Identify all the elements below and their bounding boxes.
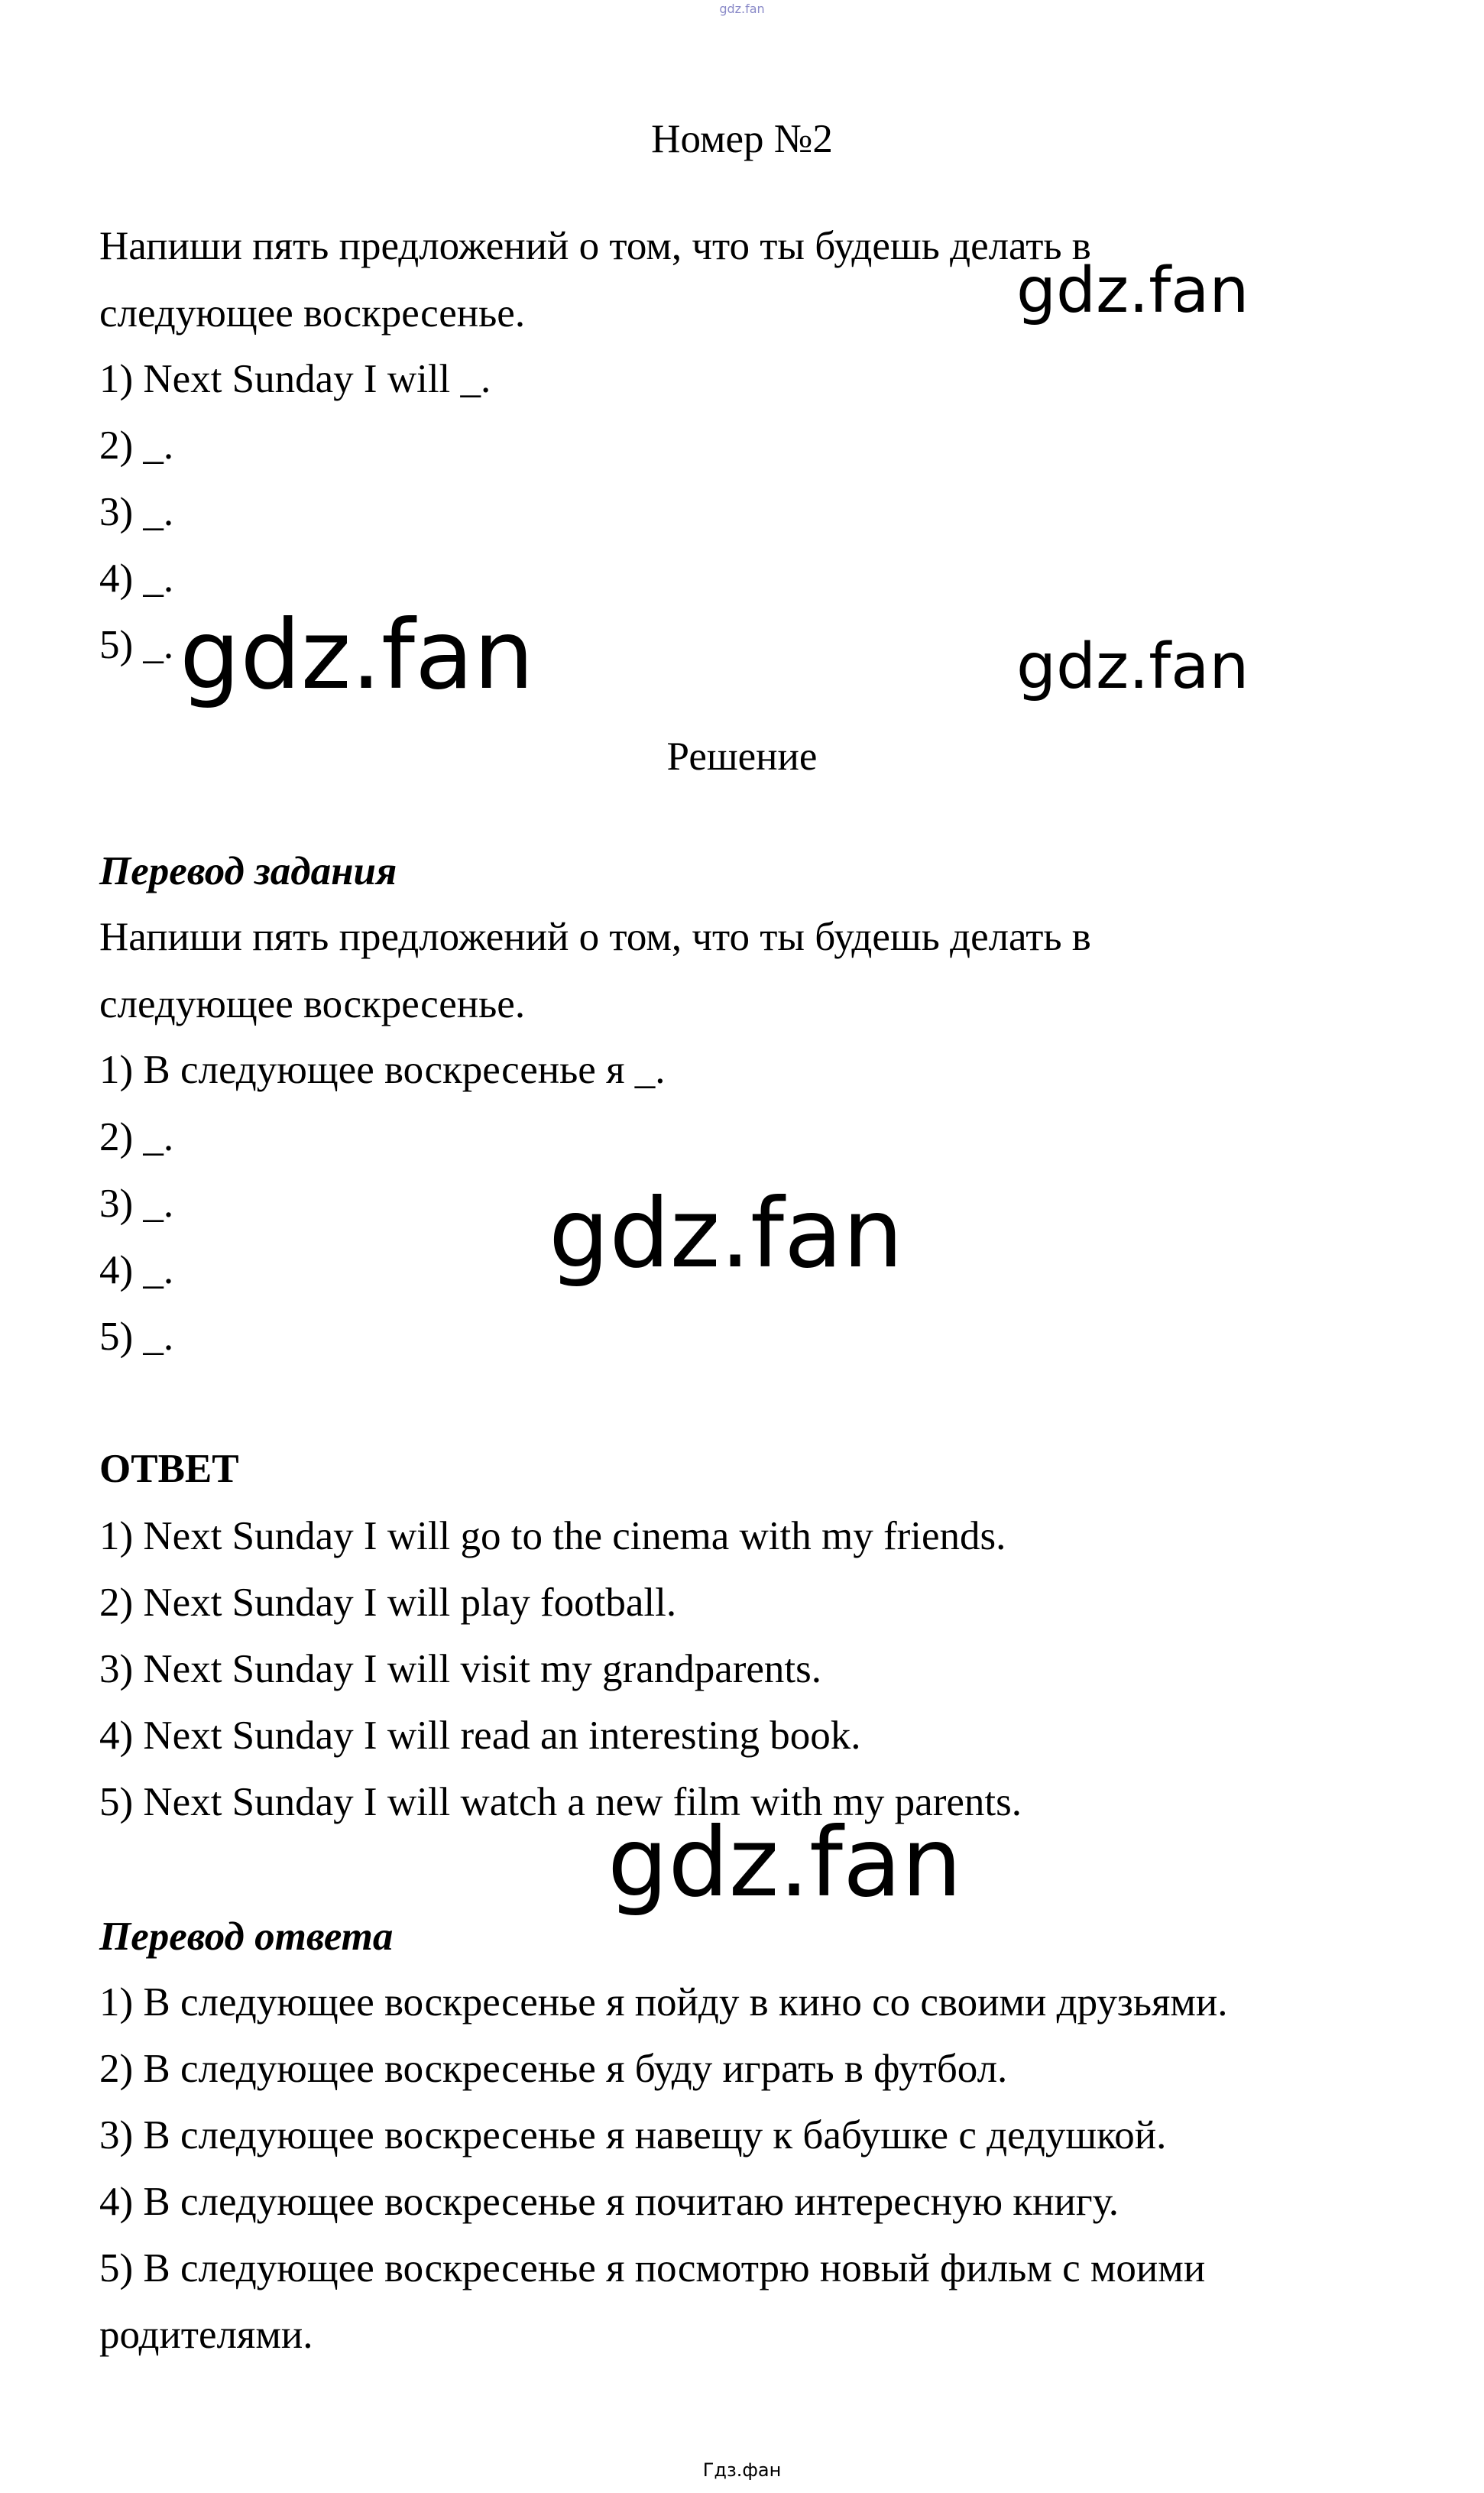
task-intro-line-2: следующее воскресенье. <box>99 291 526 336</box>
task-title: Номер №2 <box>651 117 833 161</box>
answer-item-3: 3) Next Sunday I will visit my grandparents. <box>99 1647 822 1691</box>
watermark-text: gdz.fan <box>1016 631 1249 703</box>
answer-item-5: 5) Next Sunday I will watch a new film with my parents. <box>99 1780 1022 1824</box>
task-item-5: 5) _. <box>99 623 174 667</box>
solution-heading: Решение <box>666 734 818 779</box>
task-item-3: 3) _. <box>99 490 174 534</box>
translation-item-3: 3) _. <box>99 1182 174 1226</box>
task-intro-line-1: Напиши пять предложений о том, что ты будешь делать в <box>99 224 1091 268</box>
watermark-text: gdz.fan <box>1016 254 1249 327</box>
answer-translation-item-2: 2) В следующее воскресенье я буду играть в футбол. <box>99 2047 1008 2091</box>
answer-item-1: 1) Next Sunday I will go to the cinema with my friends. <box>99 1514 1006 1558</box>
translation-item-4: 4) _. <box>99 1248 174 1292</box>
answer-item-4: 4) Next Sunday I will read an interesting book. <box>99 1713 861 1758</box>
translation-item-1: 1) В следующее воскресенье я _. <box>99 1048 666 1092</box>
answer-heading: ОТВЕТ <box>99 1447 239 1491</box>
answer-translation-item-3: 3) В следующее воскресенье я навещу к бабушке с дедушкой. <box>99 2113 1167 2157</box>
translation-heading: Перевод задания <box>99 849 397 893</box>
translation-line-2: следующее воскресенье. <box>99 982 526 1026</box>
task-item-4: 4) _. <box>99 556 174 601</box>
translation-item-2: 2) _. <box>99 1115 174 1159</box>
task-item-2: 2) _. <box>99 423 174 468</box>
footer-site-mark: Гдз.фан <box>702 2459 782 2481</box>
answer-translation-item-4: 4) В следующее воскресенье я почитаю интересную книгу. <box>99 2180 1119 2224</box>
answer-translation-item-5: 5) В следующее воскресенье я посмотрю новый фильм с моими <box>99 2246 1206 2290</box>
translation-line-1: Напиши пять предложений о том, что ты будешь делать в <box>99 915 1091 959</box>
answer-translation-heading: Перевод ответа <box>99 1914 394 1959</box>
watermark-text: gdz.fan <box>608 1807 962 1918</box>
task-item-1: 1) Next Sunday I will _. <box>99 357 491 401</box>
watermark-text: gdz.fan <box>180 600 534 711</box>
site-mark-top: gdz.fan <box>719 2 765 16</box>
answer-item-2: 2) Next Sunday I will play football. <box>99 1580 677 1625</box>
answer-translation-item-1: 1) В следующее воскресенье я пойду в кино со своими друзьями. <box>99 1980 1228 2025</box>
watermark-text: gdz.fan <box>549 1178 903 1289</box>
answer-translation-item-5-cont: родителями. <box>99 2313 313 2357</box>
translation-item-5: 5) _. <box>99 1315 174 1359</box>
